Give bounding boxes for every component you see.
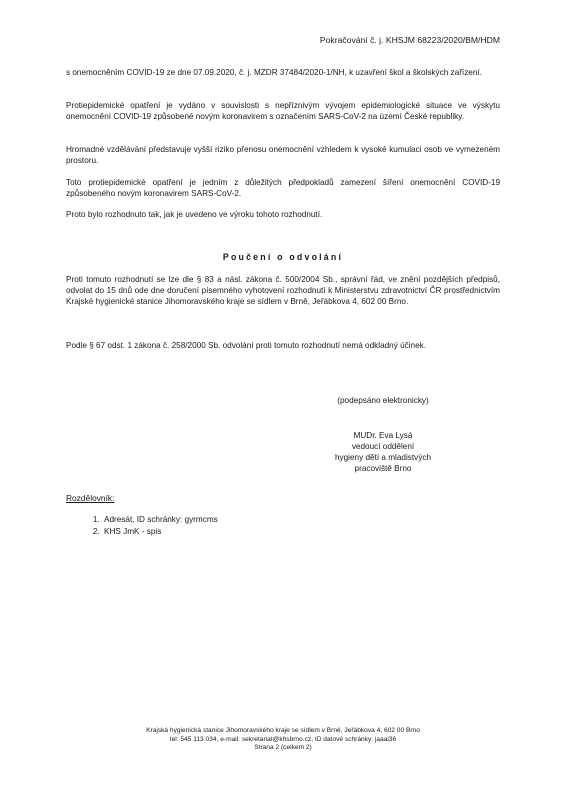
appeal-paragraph-effect: Podle § 67 odst. 1 zákona č. 258/2000 Sb. odvolání proti tomuto rozhodnutí nemá odkladný účinek.	[66, 341, 427, 350]
page-number: Strana 2 (celkem 2)	[254, 744, 312, 752]
signed-electronically-note: (podepsáno elektronicky)	[337, 396, 429, 405]
signature-block	[300, 430, 466, 474]
distribution-list	[84, 514, 218, 537]
footer-contact: tel: 545 113 034, e-mail: sekretariat@khsbrno.cz, ID datové schránky: jaaai36	[169, 735, 397, 743]
paragraph-prevention: Toto protiepidemické opatření je jedním z důležitých předpokladů zamezení šíření onemocnění COVID-19 způsobeného novým koronavirem SARS-CoV-2.	[66, 178, 500, 198]
paragraph-school-closure: s onemocněním COVID-19 ze dne 07.09.2020, č. j. MZDR 37484/2020-1/NH, k uzavření škol a školských zařízení.	[66, 68, 482, 77]
reference-number: Pokračování č. j. KHSJM 68223/2020/BM/HDM	[319, 35, 500, 45]
footer-address: Krajská hygienická stanice Jihomoravského kraje se sídlem v Brně, Jeřábkova 4, 602 00 Brno	[146, 727, 420, 734]
paragraph-decision: Proto bylo rozhodnuto tak, jak je uvedeno ve výroku tohoto rozhodnutí.	[66, 210, 323, 219]
distribution-title: Rozdělovník:	[66, 493, 115, 503]
paragraph-transmission-risk: Hromadné vzdělávání představuje vyšší riziko přenosu onemocnění vzhledem k vysoké kumulaci osob ve vymezeném prostoru.	[66, 145, 500, 165]
appeal-paragraph-deadline: Proti tomuto rozhodnutí se lze dle § 83 a násl. zákona č. 500/2004 Sb., správní řád, ve znění pozdějších předpisů, odvolat do 15 dnů ode dne doručení písemného vyhotovení rozhodnutí k Ministerstvu zdravotnictví ČR prostřednictvím Krajské hygienické stanice Jihomoravského kraje se sídlem v Brně, Jeřábkova 4, 602 00 Brno.	[66, 275, 500, 306]
signatory-role-line-2: hygieny dětí a mladistvých	[334, 453, 432, 462]
signatory-role-line-1: vedoucí oddělení	[351, 442, 415, 451]
signatory-role-line-3: pracoviště Brno	[354, 464, 412, 473]
list-item: 2. KHS JmK - spis	[102, 526, 218, 538]
list-item: 1. Adresát, ID schránky: gyrmcms	[102, 514, 218, 526]
appeal-heading: Poučení o odvolání	[222, 252, 344, 262]
signatory-name: MUDr. Eva Lysá	[353, 431, 413, 440]
paragraph-epidemic-situation: Protiepidemické opatření je vydáno v souvislosti s nepříznivým vývojem epidemiologické situace ve výskytu onemocnění COVID-19 způsobené novým koronavirem s označením SARS-CoV-2 na území České republiky.	[66, 101, 500, 121]
page-footer	[0, 727, 566, 753]
